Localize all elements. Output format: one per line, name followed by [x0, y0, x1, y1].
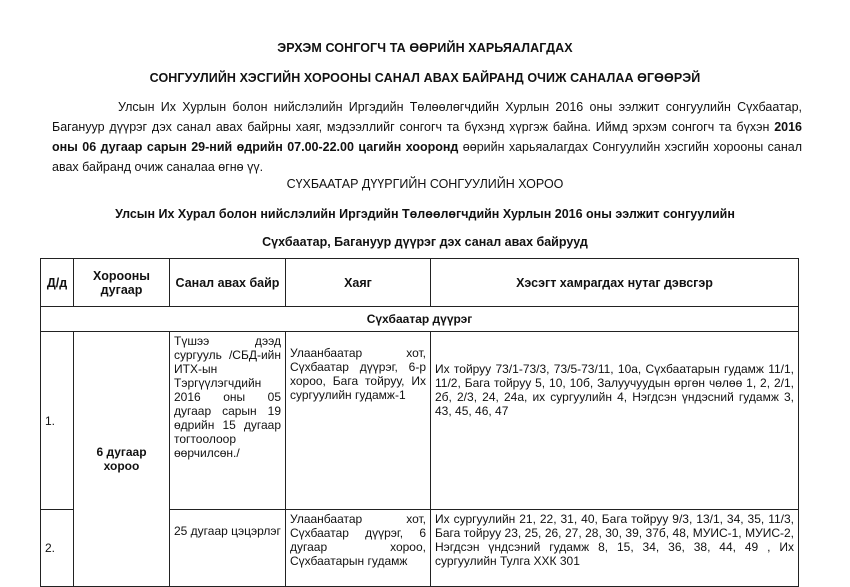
title-line-1: ЭРХЭМ СОНГОГЧ ТА ӨӨРИЙН ХАРЬЯАЛАГДАХ	[277, 41, 573, 55]
polling-stations-table	[40, 258, 799, 587]
intro-text-bold: 2016 оны 06 дугаар сарын 29-ний өдрийн 07.00-22.00 цагийн хооронд	[52, 120, 802, 154]
district-row	[41, 307, 799, 332]
row-location: Түшээ дээд сургууль /СБД-ийн ИТХ-ын Тэргүүлэгчдийн 2016 оны 05 дугаар сарын 19 өдрийн 15 дугаар тогтоолоор өөрчилсөн./	[170, 332, 286, 510]
header-address: Хаяг	[286, 259, 431, 307]
khoroo-number: 6 дугаар хороо	[74, 332, 170, 587]
header-area: Хэсэгт хамрагдах нутаг дэвсгэр	[431, 259, 799, 307]
title-line-2: СОНГУУЛИЙН ХЭСГИЙН ХОРООНЫ САНАЛ АВАХ БАЙРАНД ОЧИЖ САНАЛАА ӨГӨӨРЭЙ	[149, 71, 701, 85]
row-number: 2.	[41, 510, 74, 587]
intro-text-part2: өөрийн харьяалагдах Сонгуулийн хэсгийн хорооны санал авах байранд очиж саналаа өгнө үү.	[52, 140, 802, 174]
intro-paragraph	[52, 97, 802, 177]
district-name: Сүхбаатар дүүрэг	[41, 307, 799, 332]
committee-title: СҮХБААТАР ДҮҮРГИЙН СОНГУУЛИЙН ХОРОО	[286, 177, 564, 191]
row-address: Улаанбаатар хот, Сүхбаатар дүүрэг, 6-р хороо, Бага тойруу, Их сургуулийн гудамж-1	[286, 332, 431, 510]
header-no: Д/д	[41, 259, 74, 307]
row-location: 25 дугаар цэцэрлэг	[170, 510, 286, 587]
row-number: 1.	[41, 332, 74, 510]
intro-text-part1: Улсын Их Хурлын болон нийслэлийн Иргэдийн Төлөөлөгчдийн Хурлын 2016 оны ээлжит сонгуулийн Сүхбаатар, Багануур дүүрэг дэх санал авах байрны хаяг, мэдээллийг сонгогч та бүхэнд хүргэж байна. Иймд эрхэм сонгогч та бүхэн	[52, 100, 802, 134]
header-location: Санал авах байр	[170, 259, 286, 307]
polling-stations-title: Сүхбаатар, Багануур дүүрэг дэх санал авах байрууд	[262, 235, 588, 249]
row-address: Улаанбаатар хот, Сүхбаатар дүүрэг, 6 дугаар хороо, Сүхбаатарын гудамж	[286, 510, 431, 587]
row-area: Их сургуулийн 21, 22, 31, 40, Бага тойруу 9/3, 13/1, 34, 35, 11/3, Бага тойруу 23, 25, 26, 27, 28, 30, 39, 37б, 48, МУИС-1, МУИС-2, Нэгдсэн үндсэний гудамж 8, 15, 34, 36, 38, 44, 49 , Их сургуулийн Тулга ХХК 301	[431, 510, 799, 587]
election-title: Улсын Их Хурал болон нийслэлийн Иргэдийн Төлөөлөгчдийн Хурлын 2016 оны ээлжит сонгуулийн	[115, 207, 735, 221]
header-khoroo: Хорооны дугаар	[74, 259, 170, 307]
row-area: Их тойруу 73/1-73/3, 73/5-73/11, 10а, Сүхбаатарын гудамж 11/1, 11/2, Бага тойруу 5, 10, 10б, Залуучуудын өргөн чөлөө 1, 2, 2/1, 2б, 2/3, 24, 24а, их сургуулийн 4, Нэгдсэн үндэсний гудамж 3, 43, 45, 46, 47	[431, 332, 799, 510]
table-header-row	[41, 259, 799, 307]
table-row	[41, 332, 799, 510]
